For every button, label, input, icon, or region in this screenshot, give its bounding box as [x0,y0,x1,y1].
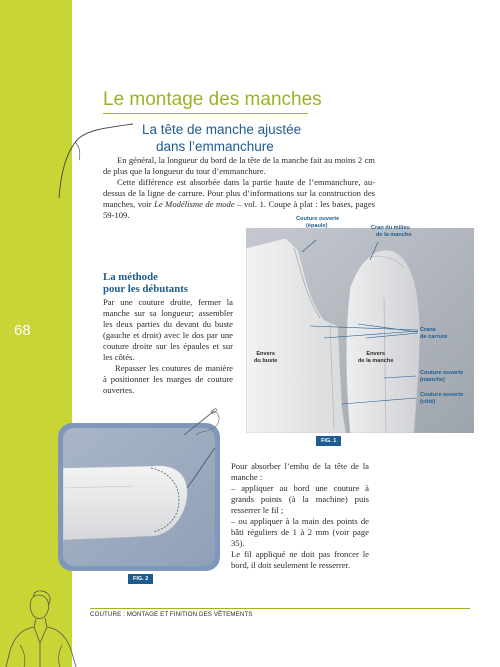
callout-sleeve-seam-line-1: Couture ouverte [420,370,464,376]
callout-sleeve-notch-line-1: Cran du milieu [371,225,410,231]
footer-running-title: COUTURE : MONTAGE ET FINITION DES VÊTEMENTS [90,611,253,618]
subtitle-line-2: dans l’emmanchure [156,139,274,154]
absorb-paragraph-1: Pour absorber l’embu de la tête de la manche : [231,461,369,482]
title-underline [103,113,308,114]
page-number: 68 [14,322,31,339]
label-bodice-line-1: Envers [256,351,275,357]
label-bodice-wrong-side [254,351,277,365]
absorb-paragraph-3: – ou appliquer à la main des points de bâti réguliers de 1 à 2 mm (voir page 35). [231,516,369,548]
callout-square-notches-line-1: Crans [420,327,436,333]
callout-side-seam-line-2: (côté) [420,399,436,405]
callout-side-seam-line-1: Couture ouverte [420,392,464,398]
label-sleeve-wrong-side [358,351,393,365]
label-sleeve-line-1: Envers [366,351,386,357]
callout-sleeve-notch-line-2: de la manche [376,232,412,238]
page-title: Le montage des manches [103,89,322,110]
callout-sleeve-notch [371,225,411,239]
callout-shoulder-seam-line-1: Couture ouverte [296,216,340,222]
figure-2-label: FIG. 2 [128,574,153,584]
footer-rule [90,608,470,609]
absorb-paragraph-4: Le fil appliqué ne doit pas froncer le bord, il doit seulement le resserrer. [231,549,369,570]
intro-p2-end: – vol. 1. Coupe à plat : les bases, pages 59-109. [103,199,375,220]
label-sleeve-line-2: de la manche [358,358,394,364]
method-heading-line-1: La méthode [103,271,158,283]
intro-text [103,155,375,221]
callout-side-seam [420,392,463,406]
section-subtitle [142,121,301,155]
absorb-instructions [231,461,369,571]
method-paragraph-1: Par une couture droite, fermer la manche sur sa longueur; assembler les deux parties du devant du buste (gauche et droit) avec le dos par une couture droite sur les épaules et sur les côtés. [103,297,233,362]
method-paragraph-2: Repasser les coutures de manière à positionner les marges de couture ouvertes. [103,363,233,395]
intro-paragraph-2 [103,177,375,221]
callout-sleeve-seam-line-2: (manche) [420,377,445,383]
needle-icon [176,405,226,440]
figure-1-label: FIG. 1 [316,436,341,446]
method-body [103,297,233,396]
method-heading [103,271,188,295]
fashion-figure-illustration [0,585,90,667]
callout-sleeve-seam [420,370,463,384]
callout-shoulder-seam-line-2: (épaule) [306,223,328,229]
figure-2-photo [63,428,215,566]
callout-shoulder-seam [296,216,339,230]
callout-square-notches-line-2: de carrure [420,334,448,340]
absorb-paragraph-2: – appliquer au bord une couture à grands points (à la machine) puis resserrer le fil ; [231,483,369,515]
callout-square-notches [420,327,447,341]
subtitle-line-1: La tête de manche ajustée [142,122,302,137]
method-heading-line-2: pour les débutants [103,283,188,295]
intro-paragraph-1: En général, la longueur du bord de la tête de la manche fait au moins 2 cm de plus que la longueur du tour d’emmanchure. [103,155,375,176]
intro-p2-start: Cette différence est absorbée dans la partie haute de l’emmanchure, au-dessus de la ligne de carrure. Pour plus d’informations sur la construction des manches, voir [103,177,375,209]
label-bodice-line-2: du buste [254,358,278,364]
book-title: Le Modélisme de mode [154,199,235,209]
